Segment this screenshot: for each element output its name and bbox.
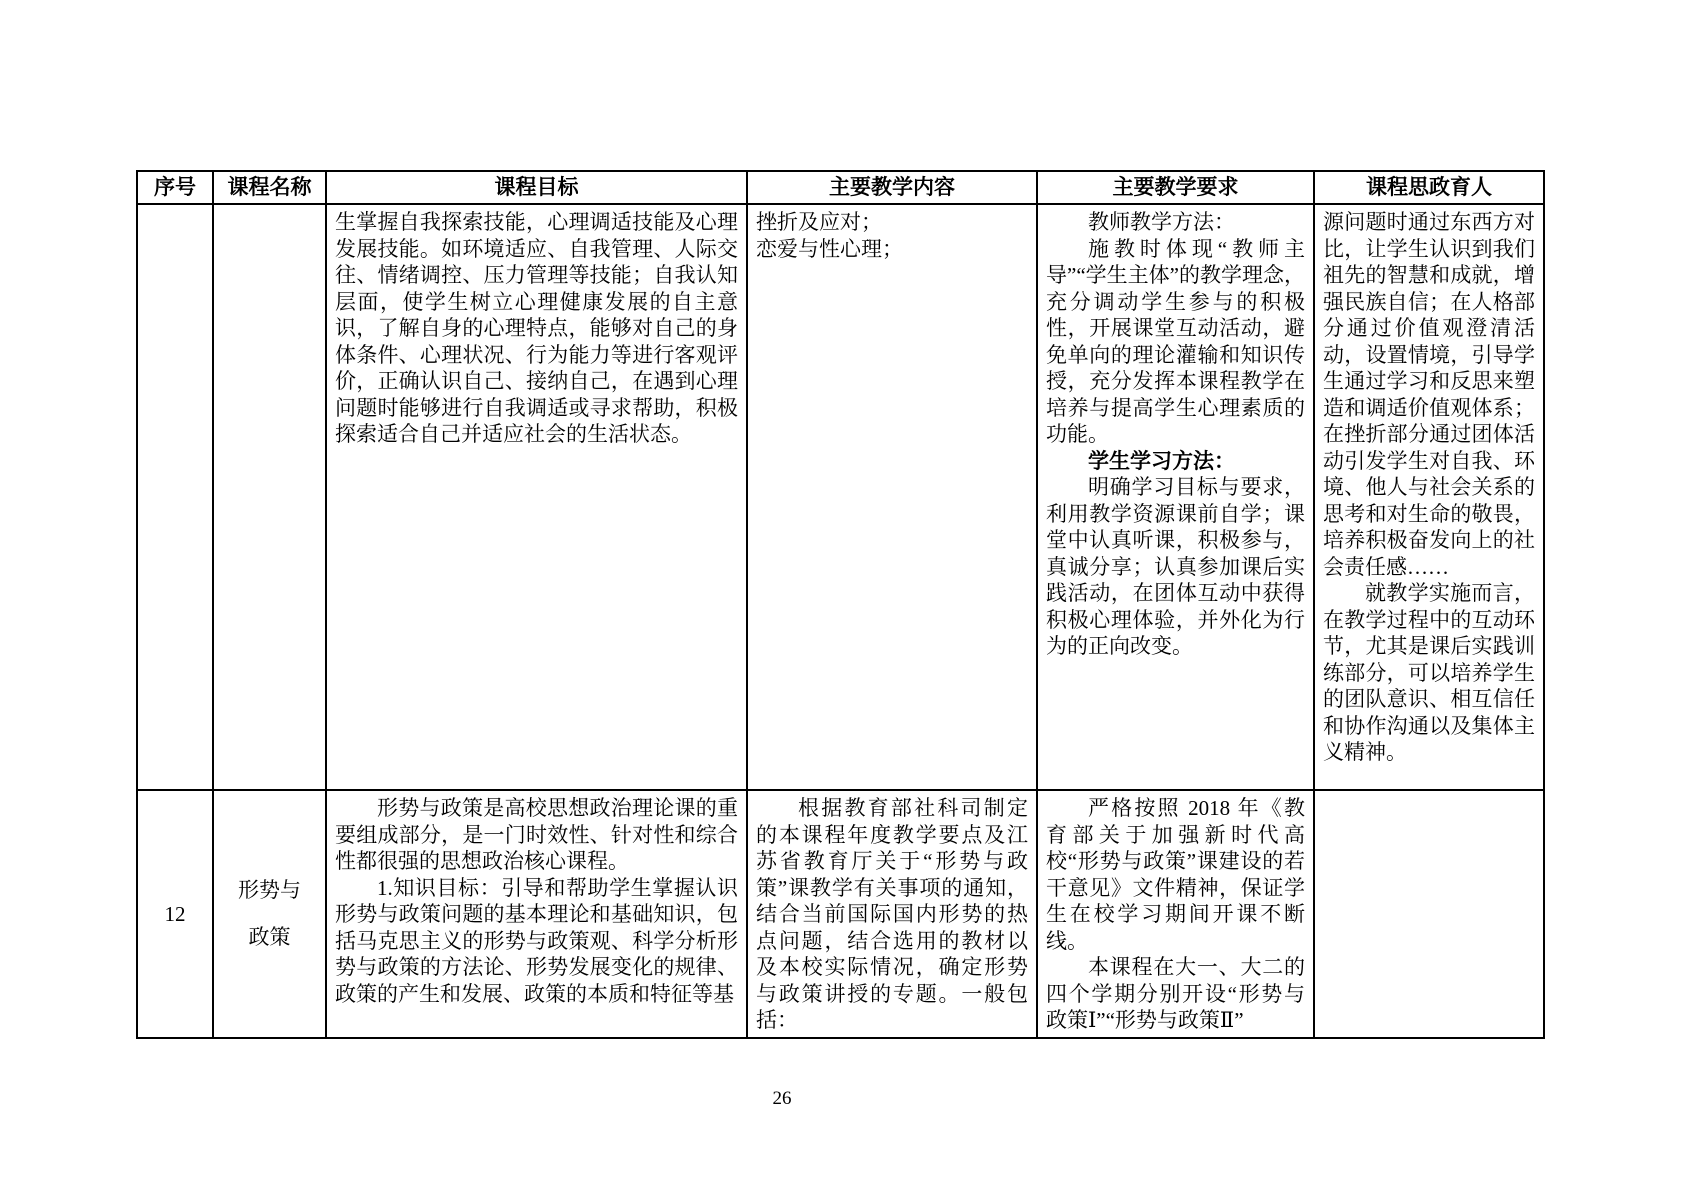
teaching-content-line: 恋爱与性心理； — [756, 236, 903, 261]
requirements-paragraph: 严格按照 2018 年《教育部关于加强新时代高校“形势与政策”课建设的若干意见》文件精神，保证学生在校学习期间开课不断线。 — [1046, 796, 1305, 953]
header-ideology-education: 课程思政育人 — [1314, 171, 1544, 204]
header-teaching-content: 主要教学内容 — [747, 171, 1037, 204]
ideology-paragraph: 源问题时通过东西方对比，让学生认识到我们祖先的智慧和成就，增强民族自信；在人格部分通过价值观澄清活动，设置情境，引导学生通过学习和反思来塑造和调适价值观体系；在挫折部分通过团体活动引发学生对自我、环境、他人与社会关系的思考和对生命的敬畏，培养积极奋发向上的社会责任感…… — [1323, 210, 1535, 579]
cell-seq-empty — [137, 204, 213, 790]
cell-seq: 12 — [137, 790, 213, 1038]
teacher-method-paragraph: 施教时体现“教师主导”“学生主体”的教学理念，充分调动学生参与的积极性，开展课堂互动活动，避免单向的理论灌输和知识传授，充分发挥本课程教学在培养与提高学生心理素质的功能。 — [1046, 236, 1305, 446]
course-name-line: 形势与 — [238, 878, 301, 903]
ideology-paragraph: 就教学实施而言，在教学过程中的互动环节，尤其是课后实践训练部分，可以培养学生的团队意识、相互信任和协作沟通以及集体主义精神。 — [1323, 581, 1535, 764]
table-row-course-12 — [137, 790, 1544, 1038]
requirements-paragraph: 本课程在大一、大二的四个学期分别开设“形势与政策Ⅰ”“形势与政策Ⅱ” — [1046, 955, 1305, 1032]
page-number: 26 — [772, 1088, 792, 1109]
cell-course-objectives — [326, 204, 747, 790]
teaching-content-paragraph: 根据教育部社科司制定的本课程年度教学要点及江苏省教育厅关于“形势与政策”课教学有关事项的通知，结合当前国际国内形势的热点问题，结合选用的教材以及本校实际情况，确定形势与政策讲授的专题。一般包括： — [756, 796, 1028, 1032]
cell-course-objectives — [326, 790, 747, 1038]
header-course-name: 课程名称 — [213, 171, 326, 204]
table-header-row — [137, 171, 1544, 204]
cell-course-name-empty — [213, 204, 326, 790]
cell-teaching-requirements — [1037, 204, 1314, 790]
cell-teaching-requirements — [1037, 790, 1314, 1038]
objectives-paragraph: 生掌握自我探索技能，心理调适技能及心理发展技能。如环境适应、自我管理、人际交往、情绪调控、压力管理等技能；自我认知层面，使学生树立心理健康发展的自主意识，了解自身的心理特点，能够对自己的身体条件、心理状况、行为能力等进行客观评价，正确认识自己、接纳自己，在遇到心理问题时能够进行自我调适或寻求帮助，积极探索适合自己并适应社会的生活状态。 — [335, 210, 738, 446]
objectives-paragraph: 1.知识目标：引导和帮助学生掌握认识形势与政策问题的基本理论和基础知识，包括马克思主义的形势与政策观、科学分析形势与政策的方法论、形势发展变化的规律、政策的产生和发展、政策的本质和特征等基 — [335, 875, 738, 1006]
course-table — [136, 170, 1545, 1039]
student-method-label: 学生学习方法： — [1088, 448, 1235, 473]
objectives-paragraph: 形势与政策是高校思想政治理论课的重要组成部分，是一门时效性、针对性和综合性都很强的思想政治核心课程。 — [335, 796, 738, 873]
student-method-paragraph: 明确学习目标与要求，利用教学资源课前自学；课堂中认真听课，积极参与，真诚分享；认真参加课后实践活动，在团体互动中获得积极心理体验，并外化为行为的正向改变。 — [1046, 475, 1305, 658]
header-course-objectives: 课程目标 — [326, 171, 747, 204]
header-teaching-requirements: 主要教学要求 — [1037, 171, 1314, 204]
cell-ideology-education — [1314, 204, 1544, 790]
course-name-line: 政策 — [248, 925, 291, 950]
teaching-content-line: 挫折及应对； — [756, 210, 882, 234]
cell-course-name — [213, 790, 326, 1038]
cell-teaching-content — [747, 790, 1037, 1038]
header-seq: 序号 — [137, 171, 213, 204]
table-row-course-11-continued — [137, 204, 1544, 790]
cell-teaching-content — [747, 204, 1037, 790]
teacher-method-label: 教师教学方法： — [1088, 210, 1235, 234]
cell-ideology-education-empty — [1314, 790, 1544, 1038]
